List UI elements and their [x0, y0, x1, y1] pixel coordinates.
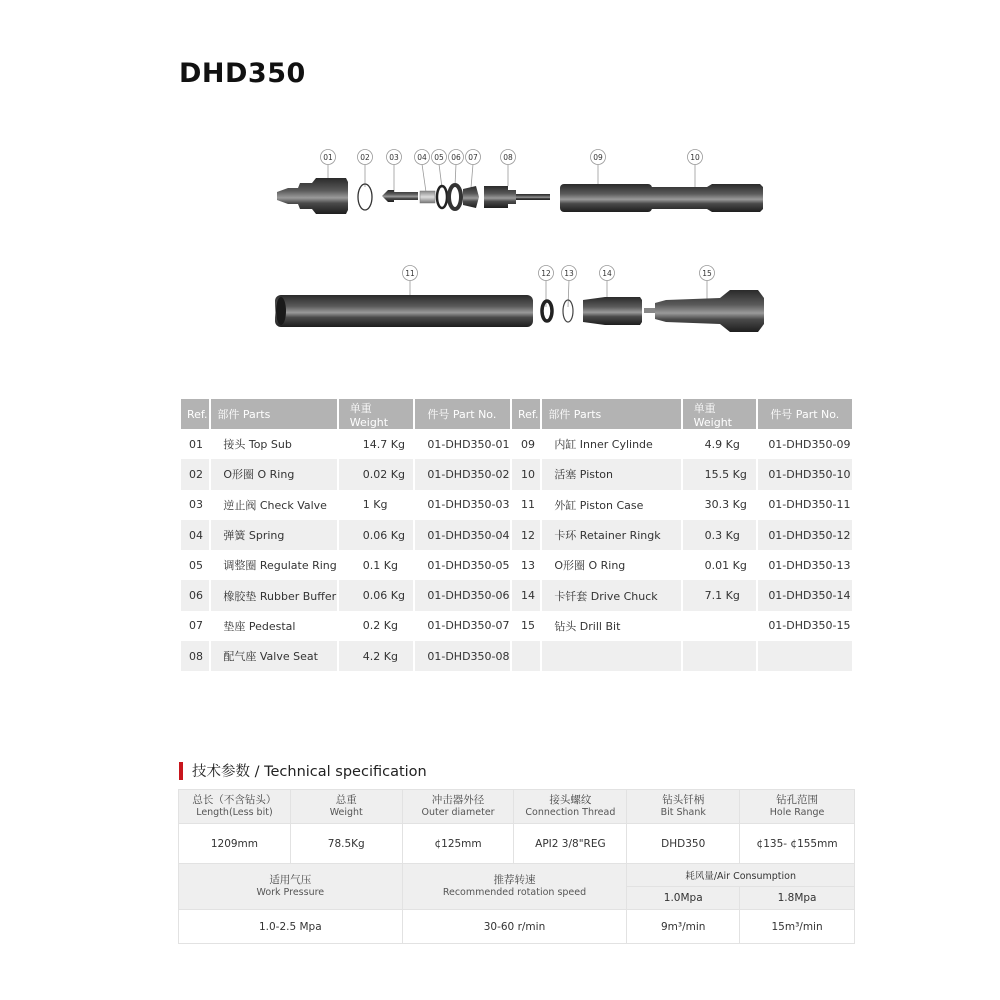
part-no-cell: 01-DHD350-03: [427, 498, 510, 512]
part-cell: 逆止阀 Check Valve: [223, 498, 327, 512]
part-no-cell: 01-DHD350-02: [415, 459, 510, 489]
callout-08: [501, 150, 516, 165]
ref-cell: 13: [520, 558, 535, 572]
part-no-cell: 01-DHD350-04: [415, 520, 510, 550]
part-no-cell: 01-DHD350-09: [768, 437, 851, 451]
part-cell: 调整圈 Regulate Ring: [223, 559, 337, 573]
spec-value-air-1-8mpa: 15m³/min: [740, 910, 855, 944]
part-no-cell: 01-DHD350-01: [427, 437, 510, 451]
header-weight: 单重 Weight: [683, 399, 757, 429]
part-cell: 橡胶垫 Rubber Buffer: [211, 580, 336, 610]
weight-cell: 4.2 Kg: [339, 641, 414, 671]
spec-value-row: [179, 824, 855, 864]
accent-bar: [179, 762, 183, 780]
ref-cell: 04: [181, 520, 209, 550]
header-part-no: 件号 Part No.: [758, 399, 852, 429]
spec-header-work-pressure: 适用气压 Work Pressure: [179, 864, 403, 910]
part-no-cell: 01-DHD350-12: [758, 520, 852, 550]
ref-cell: 09: [520, 437, 535, 451]
table-row: [181, 490, 852, 520]
part-cell: 钻头 Drill Bit: [554, 619, 621, 633]
table-row: [181, 580, 852, 610]
part-no-cell: 01-DHD350-13: [768, 558, 851, 572]
part-cell: 弹簧 Spring: [211, 520, 336, 550]
spec-value-rotation-speed: 30-60 r/min: [402, 910, 627, 944]
part-cell: 外缸 Piston Case: [554, 498, 644, 512]
weight-cell: 7.1 Kg: [683, 580, 757, 610]
callout-11: [403, 266, 418, 281]
header-part-no: 件号 Part No.: [415, 399, 510, 429]
weight-cell: [683, 641, 757, 671]
spec-section-heading: [179, 760, 427, 781]
ref-cell: 07: [189, 619, 203, 633]
callout-10: [688, 150, 703, 165]
part-cell: [542, 641, 680, 671]
weight-cell: 0.2 Kg: [362, 619, 398, 633]
spec-value-air-1-0mpa: 9m³/min: [627, 910, 740, 944]
callout-05: [432, 150, 447, 165]
part-no-cell: 01-DHD350-06: [415, 580, 510, 610]
svg-text:15: 15: [702, 269, 712, 278]
weight-cell: 1 Kg: [362, 498, 388, 512]
svg-text:11: 11: [405, 269, 415, 278]
part-no-cell: 01-DHD350-11: [768, 498, 851, 512]
part-no-cell: 01-DHD350-15: [768, 619, 851, 633]
callout-15: [700, 266, 715, 281]
part-cell: 配气座 Valve Seat: [211, 641, 336, 671]
part-cell: 卡环 Retainer Ringk: [542, 520, 680, 550]
weight-cell: 0.01 Kg: [704, 558, 747, 572]
ref-cell: 14: [512, 580, 540, 610]
ref-cell: 11: [520, 498, 535, 512]
svg-text:14: 14: [602, 269, 612, 278]
spec-table: [178, 789, 855, 944]
part-no-cell: 01-DHD350-05: [427, 558, 510, 572]
callout-02: [358, 150, 373, 165]
ref-cell: 10: [512, 459, 540, 489]
part-cell: 活塞 Piston: [542, 459, 680, 489]
table-row: [181, 550, 852, 580]
table-row: [181, 459, 852, 489]
callout-12: [539, 266, 554, 281]
callout-14: [600, 266, 615, 281]
svg-text:02: 02: [360, 153, 370, 162]
ref-cell: 06: [181, 580, 209, 610]
callout-01: [321, 150, 336, 165]
exploded-parts-diagram: [250, 140, 790, 370]
spec-header-rotation-speed: 推荐转速 Recommended rotation speed: [402, 864, 627, 910]
part-cell: O形圈 O Ring: [554, 559, 626, 573]
part-no-cell: [758, 641, 852, 671]
spec-value-outer-diameter: ¢125mm: [402, 824, 514, 864]
spec-value-work-pressure: 1.0-2.5 Mpa: [179, 910, 403, 944]
weight-cell: 14.7 Kg: [362, 437, 405, 451]
header-parts: 部件 Parts: [542, 399, 680, 429]
ref-cell: 03: [189, 498, 203, 512]
weight-cell: 0.02 Kg: [339, 459, 414, 489]
spec-section-title: 技术参数 / Technical specification: [192, 764, 427, 780]
callout-09: [591, 150, 606, 165]
spec-value-row-2: [179, 910, 855, 944]
spec-header-connection-thread: 接头螺纹 Connection Thread: [514, 790, 627, 824]
part-cell: 卡钎套 Drive Chuck: [542, 580, 680, 610]
svg-text:09: 09: [593, 153, 603, 162]
header-ref: Ref.: [181, 399, 209, 429]
part-cell: O形圈 O Ring: [211, 459, 336, 489]
spec-header-air-1-0mpa: 1.0Mpa: [627, 887, 740, 910]
callout-04: [415, 150, 430, 165]
spec-header-bit-shank: 钻头钎柄 Bit Shank: [627, 790, 740, 824]
table-row: [181, 520, 852, 550]
header-ref: Ref.: [512, 399, 540, 429]
ref-cell: 12: [512, 520, 540, 550]
svg-text:06: 06: [451, 153, 461, 162]
weight-cell: 0.3 Kg: [683, 520, 757, 550]
weight-cell: 4.9 Kg: [704, 437, 740, 451]
header-weight: 单重 Weight: [339, 399, 414, 429]
table-row: [181, 611, 852, 641]
callout-07: [466, 150, 481, 165]
svg-text:13: 13: [564, 269, 574, 278]
parts-table-header: [181, 399, 852, 429]
spec-header-air-consumption: 耗风量/Air Consumption: [627, 864, 855, 887]
spec-header-hole-range: 钻孔范围 Hole Range: [740, 790, 855, 824]
spec-value-hole-range: ¢135- ¢155mm: [740, 824, 855, 864]
spec-header-row: [179, 790, 855, 824]
svg-text:01: 01: [323, 153, 333, 162]
part-no-cell: 01-DHD350-10: [758, 459, 852, 489]
weight-cell: 30.3 Kg: [704, 498, 747, 512]
callout-13: [562, 266, 577, 281]
part-cell: 内缸 Inner Cylinde: [554, 438, 653, 452]
table-row: [181, 641, 852, 671]
part-no-cell: 01-DHD350-08: [415, 641, 510, 671]
part-no-cell: 01-DHD350-07: [427, 619, 510, 633]
spec-header-length: 总长（不含钻头） Length(Less bit): [179, 790, 291, 824]
svg-text:05: 05: [434, 153, 444, 162]
svg-text:12: 12: [541, 269, 551, 278]
ref-cell: 01: [189, 437, 203, 451]
callout-06: [449, 150, 464, 165]
svg-text:04: 04: [417, 153, 427, 162]
ref-cell: 05: [189, 558, 203, 572]
weight-cell: [683, 611, 757, 641]
table-row: [181, 429, 852, 459]
parts-table: [179, 399, 854, 671]
spec-value-weight: 78.5Kg: [290, 824, 402, 864]
svg-text:03: 03: [389, 153, 399, 162]
ref-cell: [512, 641, 540, 671]
header-parts: 部件 Parts: [211, 399, 336, 429]
weight-cell: 0.06 Kg: [339, 580, 414, 610]
spec-value-length: 1209mm: [179, 824, 291, 864]
svg-text:10: 10: [690, 153, 700, 162]
svg-text:07: 07: [468, 153, 478, 162]
spec-value-bit-shank: DHD350: [627, 824, 740, 864]
weight-cell: 0.1 Kg: [362, 558, 398, 572]
spec-header-row-2: [179, 864, 855, 887]
ref-cell: 08: [181, 641, 209, 671]
part-cell: 接头 Top Sub: [223, 438, 292, 452]
svg-text:08: 08: [503, 153, 513, 162]
part-cell: 垫座 Pedestal: [223, 619, 296, 633]
weight-cell: 15.5 Kg: [683, 459, 757, 489]
spec-header-air-1-8mpa: 1.8Mpa: [740, 887, 855, 910]
page-title: DHD350: [179, 58, 306, 89]
spec-value-connection-thread: API2 3/8"REG: [514, 824, 627, 864]
part-no-cell: 01-DHD350-14: [758, 580, 852, 610]
spec-header-weight: 总重 Weight: [290, 790, 402, 824]
weight-cell: 0.06 Kg: [339, 520, 414, 550]
ref-cell: 02: [181, 459, 209, 489]
callout-03: [387, 150, 402, 165]
spec-header-outer-diameter: 冲击器外径 Outer diameter: [402, 790, 514, 824]
ref-cell: 15: [520, 619, 535, 633]
